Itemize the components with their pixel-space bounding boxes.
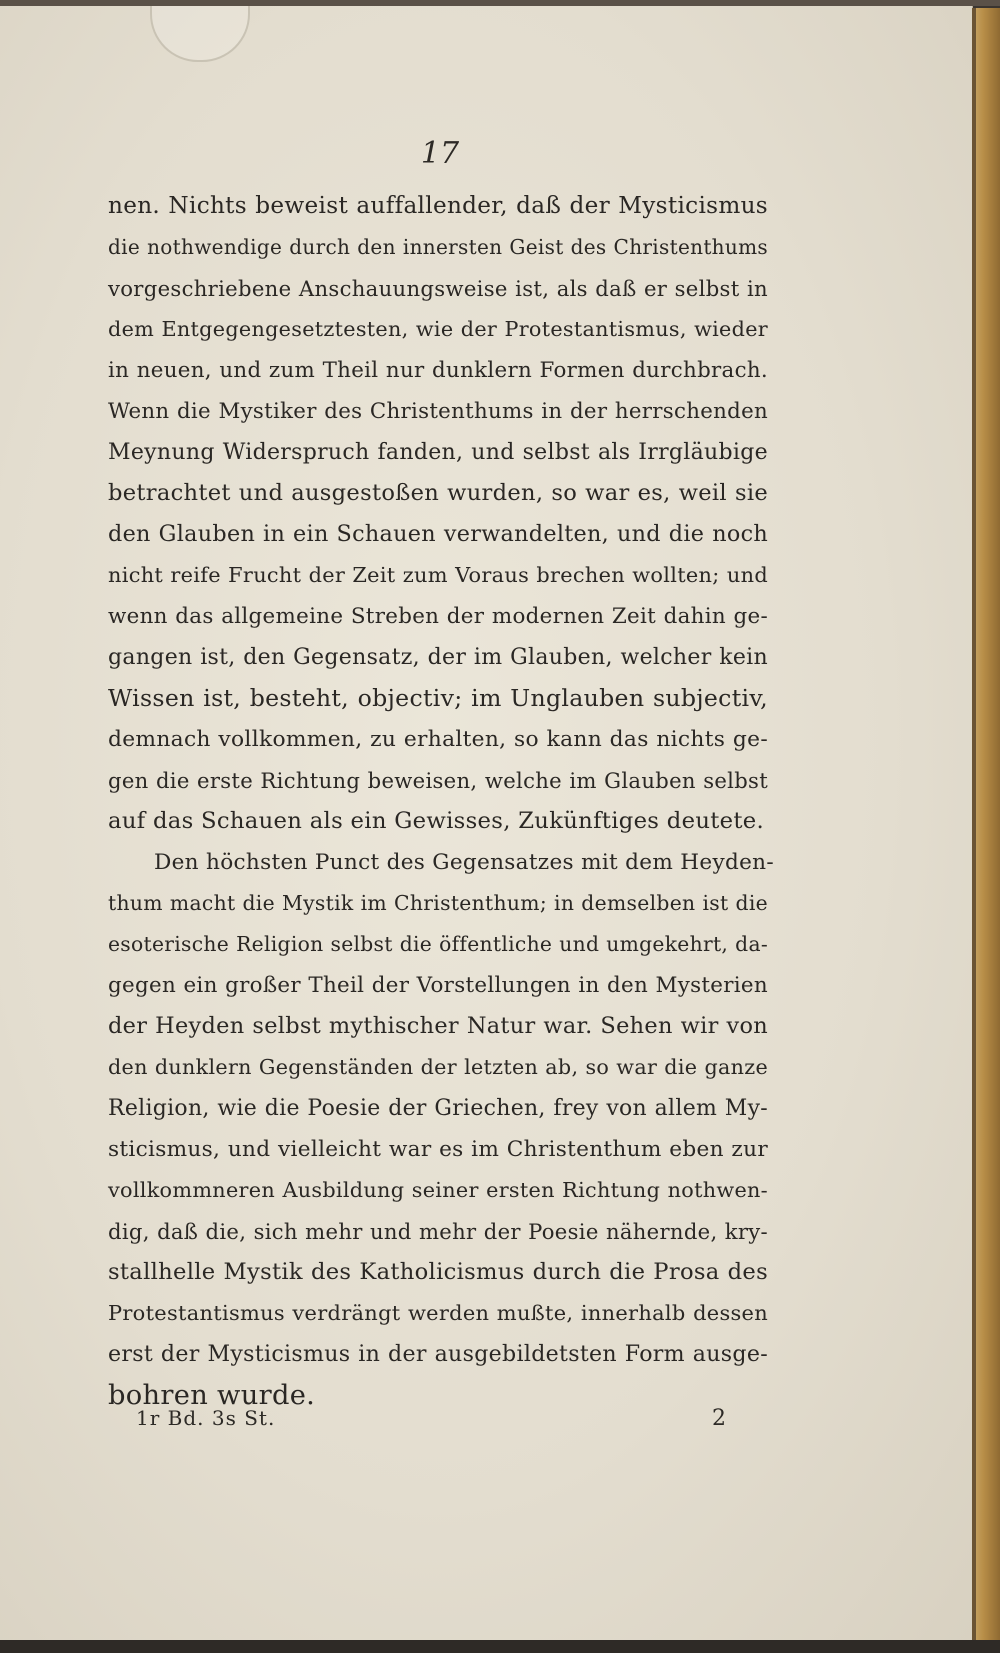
paragraph-2 bbox=[108, 842, 774, 1416]
text-line: wenn das allgemeine Streben der modernen Zeit dahin ge- bbox=[108, 604, 768, 629]
text-line: in neuen, und zum Theil nur dunklern Formen durchbrach. bbox=[108, 358, 768, 383]
text-line: auf das Schauen als ein Gewisses, Zukünftiges deutete. bbox=[108, 808, 765, 834]
text-line: Protestantismus verdrängt werden mußte, innerhalb dessen bbox=[108, 1301, 768, 1325]
text-line: nen. Nichts beweist auffallender, daß der Mysticismus bbox=[108, 193, 768, 219]
page-tab-clip bbox=[150, 0, 250, 62]
text-line: bohren wurde. bbox=[108, 1380, 316, 1411]
text-line: dig, daß die, sich mehr und mehr der Poesie nähernde, kry- bbox=[108, 1219, 768, 1244]
text-line: erst der Mysticismus in der ausgebildetsten Form ausge- bbox=[108, 1341, 768, 1367]
text-line: demnach vollkommen, zu erhalten, so kann das nichts ge- bbox=[108, 727, 768, 752]
book-edge bbox=[972, 8, 1000, 1648]
text-line: dem Entgegengesetztesten, wie der Protestantismus, wieder bbox=[108, 317, 768, 341]
signature-mark: 1r Bd. 3s St. bbox=[136, 1406, 276, 1430]
text-line: Meynung Widerspruch fanden, und selbst als Irrgläubige bbox=[108, 440, 768, 465]
text-line: thum macht die Mystik im Christenthum; in demselben ist die bbox=[108, 891, 768, 915]
text-line: den Glauben in ein Schauen verwandelten, und die noch bbox=[108, 521, 768, 547]
text-line: den dunklern Gegenständen der letzten ab, so war die ganze bbox=[108, 1055, 768, 1079]
text-line: betrachtet und ausgestoßen wurden, so war es, weil sie bbox=[108, 480, 768, 506]
body-text bbox=[108, 186, 774, 1416]
text-line: gen die erste Richtung beweisen, welche im Glauben selbst bbox=[108, 768, 768, 793]
text-line: vollkommneren Ausbildung seiner ersten Richtung nothwen- bbox=[108, 1178, 768, 1202]
text-line: stallhelle Mystik des Katholicismus durch die Prosa des bbox=[108, 1259, 768, 1285]
page-number: 17 bbox=[420, 136, 460, 171]
text-line: sticismus, und vielleicht war es im Christenthum eben zur bbox=[108, 1137, 768, 1162]
sheet-number: 2 bbox=[712, 1406, 726, 1431]
text-line: der Heyden selbst mythischer Natur war. Sehen wir von bbox=[108, 1013, 768, 1039]
text-line: vorgeschriebene Anschauungsweise ist, als daß er selbst in bbox=[108, 276, 768, 301]
scan-border-bottom bbox=[0, 1640, 1000, 1653]
text-line: die nothwendige durch den innersten Geist des Christenthums bbox=[108, 235, 768, 259]
text-line: Den höchsten Punct des Gegensatzes mit dem Heyden- bbox=[154, 850, 774, 875]
text-line: gangen ist, den Gegensatz, der im Glauben, welcher kein bbox=[108, 645, 768, 670]
text-line: nicht reife Frucht der Zeit zum Voraus brechen wollten; und bbox=[108, 563, 768, 587]
text-line: esoterische Religion selbst die öffentliche und umgekehrt, da- bbox=[108, 932, 768, 956]
text-line: Wenn die Mystiker des Christenthums in der herrschenden bbox=[108, 399, 768, 424]
scan-border-top bbox=[0, 0, 1000, 6]
text-line: Religion, wie die Poesie der Griechen, frey von allem My- bbox=[108, 1096, 768, 1121]
text-line: gegen ein großer Theil der Vorstellungen in den Mysterien bbox=[108, 973, 768, 998]
text-line: Wissen ist, besteht, objectiv; im Unglauben subjectiv, bbox=[108, 684, 768, 712]
paragraph-1 bbox=[108, 186, 768, 842]
